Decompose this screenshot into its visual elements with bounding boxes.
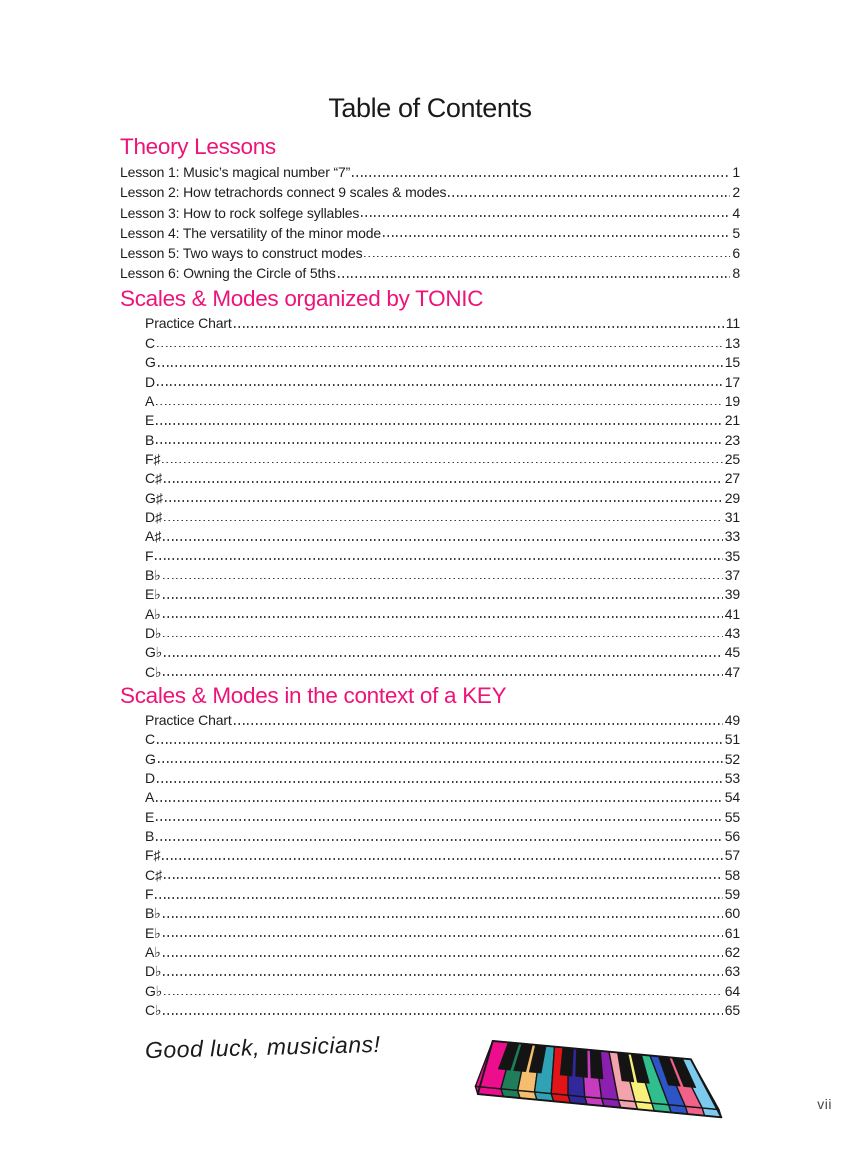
toc-entry-label: D <box>145 373 155 390</box>
toc-entry <box>145 583 740 602</box>
toc-entry-label: F♯ <box>145 847 161 864</box>
toc-entry-page: 53 <box>724 770 740 787</box>
toc-entry-label: F <box>145 547 154 564</box>
dot-leader <box>162 462 722 464</box>
toc-entry-label: E♭ <box>145 924 161 941</box>
section-heading: Scales & Modes in the context of a KEY <box>120 682 507 708</box>
toc-entry-page: 51 <box>724 731 740 748</box>
toc-entry-label: Lesson 6: Owning the Circle of 5ths <box>120 265 336 282</box>
toc-entry-page: 11 <box>725 315 740 332</box>
dot-leader <box>164 520 723 522</box>
toc-entry <box>145 486 740 505</box>
toc-entry-label: D♯ <box>145 508 162 525</box>
toc-entry <box>120 261 740 281</box>
toc-entry-label: Lesson 1: Music’s magical number “7” <box>120 164 351 181</box>
toc-entry-label: C♭ <box>145 663 162 680</box>
dot-leader <box>164 994 723 996</box>
toc-entry <box>120 180 740 200</box>
toc-entry-page: 64 <box>724 982 740 999</box>
toc-entry-page: 56 <box>724 828 740 845</box>
dot-leader <box>163 636 722 638</box>
toc-entry-page: 58 <box>724 866 740 883</box>
dot-leader <box>155 558 722 560</box>
toc-entry <box>145 844 740 863</box>
toc-entry-label: C♯ <box>145 866 162 883</box>
toc-entry-label: B♭ <box>145 566 161 583</box>
toc-entry-label: A <box>145 789 155 806</box>
dot-leader <box>383 235 730 237</box>
dot-leader <box>165 500 723 502</box>
dot-leader <box>163 916 723 918</box>
toc-entry-label: D <box>145 770 155 787</box>
toc-entry-page: 15 <box>724 354 740 371</box>
toc-entry-page: 2 <box>732 184 740 201</box>
toc-entry <box>145 390 740 409</box>
toc-entry <box>145 544 740 563</box>
dot-leader <box>156 800 723 802</box>
toc-entry <box>145 370 740 389</box>
dot-leader <box>163 1013 722 1015</box>
piano-keyboard-illustration <box>456 1036 746 1128</box>
toc-entry <box>145 602 740 621</box>
toc-entry <box>120 221 740 241</box>
toc-entry-label: Lesson 2: How tetrachords connect 9 scales & modes <box>120 184 447 201</box>
dot-leader <box>361 215 730 217</box>
toc-entry <box>145 863 740 882</box>
toc-entry <box>145 979 740 998</box>
toc-entry-page: 23 <box>724 431 740 448</box>
dot-leader <box>163 935 723 937</box>
toc-entry-page: 33 <box>724 528 740 545</box>
toc-entry <box>145 902 740 921</box>
dot-leader <box>162 858 722 860</box>
dot-leader <box>234 326 724 328</box>
toc-entry-page: 17 <box>724 373 740 390</box>
toc-entry-label: G <box>145 354 156 371</box>
toc-entry-page: 37 <box>724 566 740 583</box>
dot-leader <box>158 365 723 367</box>
toc-entry <box>145 622 740 641</box>
toc-entry-page: 27 <box>724 470 740 487</box>
toc-entry-page: 21 <box>724 412 740 429</box>
toc-entry <box>145 825 740 844</box>
handwritten-note: Good luck, musicians! <box>144 1030 381 1064</box>
dot-leader <box>163 597 723 599</box>
piano-keyboard-icon <box>456 1036 746 1128</box>
dot-leader <box>156 839 723 841</box>
toc-entry-page: 8 <box>732 265 740 282</box>
toc-entry-label: C <box>145 731 155 748</box>
page-title: Table of Contents <box>328 93 532 123</box>
toc-entry <box>145 883 740 902</box>
toc-entry-page: 29 <box>724 489 740 506</box>
toc-entry <box>145 525 740 544</box>
toc-entry-list <box>145 709 740 1019</box>
dot-leader <box>338 276 731 278</box>
toc-entry <box>145 660 740 679</box>
toc-entry <box>145 312 740 331</box>
toc-entry <box>145 999 740 1018</box>
dot-leader <box>352 175 730 177</box>
toc-entry-label: D♭ <box>145 963 162 980</box>
toc-entry <box>145 747 740 766</box>
toc-entry-label: C♯ <box>145 470 162 487</box>
toc-entry-label: B <box>145 828 155 845</box>
toc-entry-page: 25 <box>724 450 740 467</box>
dot-leader <box>164 877 723 879</box>
toc-entry <box>145 805 740 824</box>
dot-leader <box>163 974 722 976</box>
toc-entry-label: E♭ <box>145 586 161 603</box>
toc-entry-page: 43 <box>724 624 740 641</box>
dot-leader <box>156 819 723 821</box>
toc-entry-page: 1 <box>732 164 740 181</box>
toc-entry <box>145 786 740 805</box>
toc-entry-label: G♭ <box>145 982 163 999</box>
dot-leader <box>364 256 730 258</box>
toc-entry <box>145 641 740 660</box>
dot-leader <box>155 897 722 899</box>
dot-leader <box>157 384 723 386</box>
toc-entry-list <box>145 312 740 680</box>
toc-entry-label: A <box>145 392 155 409</box>
toc-entry <box>145 351 740 370</box>
toc-entry-label: Lesson 4: The versatility of the minor mode <box>120 224 381 241</box>
toc-entry-page: 31 <box>724 508 740 525</box>
toc-entry-page: 47 <box>724 663 740 680</box>
toc-entry <box>145 921 740 940</box>
toc-entry-page: 13 <box>724 334 740 351</box>
toc-entry-page: 57 <box>724 847 740 864</box>
toc-entry-label: Practice Chart <box>145 712 232 728</box>
toc-entry <box>145 409 740 428</box>
toc-entry-page: 6 <box>732 244 740 261</box>
toc-entry-page: 4 <box>732 204 740 221</box>
toc-section <box>120 133 740 281</box>
toc-entry-label: G♭ <box>145 644 163 661</box>
toc-entry <box>145 728 740 747</box>
toc-entry-label: B <box>145 431 155 448</box>
toc-entry-page: 55 <box>724 808 740 825</box>
dot-leader <box>163 674 722 676</box>
dot-leader <box>234 723 723 725</box>
toc-entry-page: 45 <box>724 644 740 661</box>
toc-sections <box>120 133 740 1018</box>
toc-entry <box>145 941 740 960</box>
toc-entry-label: F <box>145 886 154 903</box>
toc-entry-label: E <box>145 808 155 825</box>
dot-leader <box>448 195 730 197</box>
toc-entry-page: 35 <box>724 547 740 564</box>
toc-entry-page: 49 <box>724 712 740 728</box>
toc-entry <box>145 767 740 786</box>
dot-leader <box>157 346 723 348</box>
dot-leader <box>156 404 723 406</box>
dot-leader <box>163 539 723 541</box>
toc-entry-label: E <box>145 412 155 429</box>
toc-entry-label: Lesson 3: How to rock solfege syllables <box>120 204 360 221</box>
dot-leader <box>158 761 723 763</box>
toc-entry-label: D♭ <box>145 624 162 641</box>
toc-entry-label: G♯ <box>145 489 163 506</box>
toc-entry <box>145 960 740 979</box>
toc-entry <box>145 331 740 350</box>
toc-entry-label: A♭ <box>145 605 161 622</box>
toc-entry-label: F♯ <box>145 450 161 467</box>
dot-leader <box>164 655 723 657</box>
toc-entry-label: Lesson 5: Two ways to construct modes <box>120 244 363 261</box>
toc-entry <box>145 564 740 583</box>
toc-entry-list <box>120 160 740 281</box>
toc-section <box>120 285 740 680</box>
toc-entry <box>120 241 740 261</box>
section-heading: Scales & Modes organized by TONIC <box>120 286 484 312</box>
toc-entry-page: 19 <box>724 392 740 409</box>
toc-entry-label: C♭ <box>145 1002 162 1019</box>
dot-leader <box>164 481 723 483</box>
toc-entry <box>145 467 740 486</box>
toc-entry-label: Practice Chart <box>145 315 232 332</box>
toc-entry-page: 60 <box>724 905 740 922</box>
toc-entry-page: 39 <box>724 586 740 603</box>
dot-leader <box>156 423 723 425</box>
toc-entry-page: 54 <box>724 789 740 806</box>
dot-leader <box>163 578 723 580</box>
dot-leader <box>163 616 723 618</box>
folio-page-number: vii <box>817 1096 832 1112</box>
toc-entry-label: B♭ <box>145 905 161 922</box>
toc-entry <box>145 506 740 525</box>
dot-leader <box>157 742 723 744</box>
toc-entry-page: 65 <box>724 1002 740 1019</box>
toc-entry <box>120 160 740 180</box>
toc-entry-label: A♯ <box>145 528 162 545</box>
toc-entry <box>145 428 740 447</box>
dot-leader <box>157 781 723 783</box>
toc-entry <box>145 448 740 467</box>
toc-entry-label: A♭ <box>145 944 161 961</box>
toc-entry <box>120 200 740 220</box>
dot-leader <box>163 955 723 957</box>
toc-entry-page: 59 <box>724 886 740 903</box>
toc-entry-page: 5 <box>732 224 740 241</box>
toc-entry-page: 41 <box>724 605 740 622</box>
toc-entry-page: 62 <box>724 944 740 961</box>
toc-entry-label: C <box>145 334 155 351</box>
section-heading: Theory Lessons <box>120 134 276 159</box>
toc-entry-label: G <box>145 750 156 767</box>
toc-entry-page: 61 <box>724 924 740 941</box>
dot-leader <box>156 442 723 444</box>
toc-entry-page: 63 <box>724 963 740 980</box>
toc-entry-page: 52 <box>724 750 740 767</box>
toc-entry <box>145 709 740 728</box>
toc-section <box>120 682 740 1019</box>
